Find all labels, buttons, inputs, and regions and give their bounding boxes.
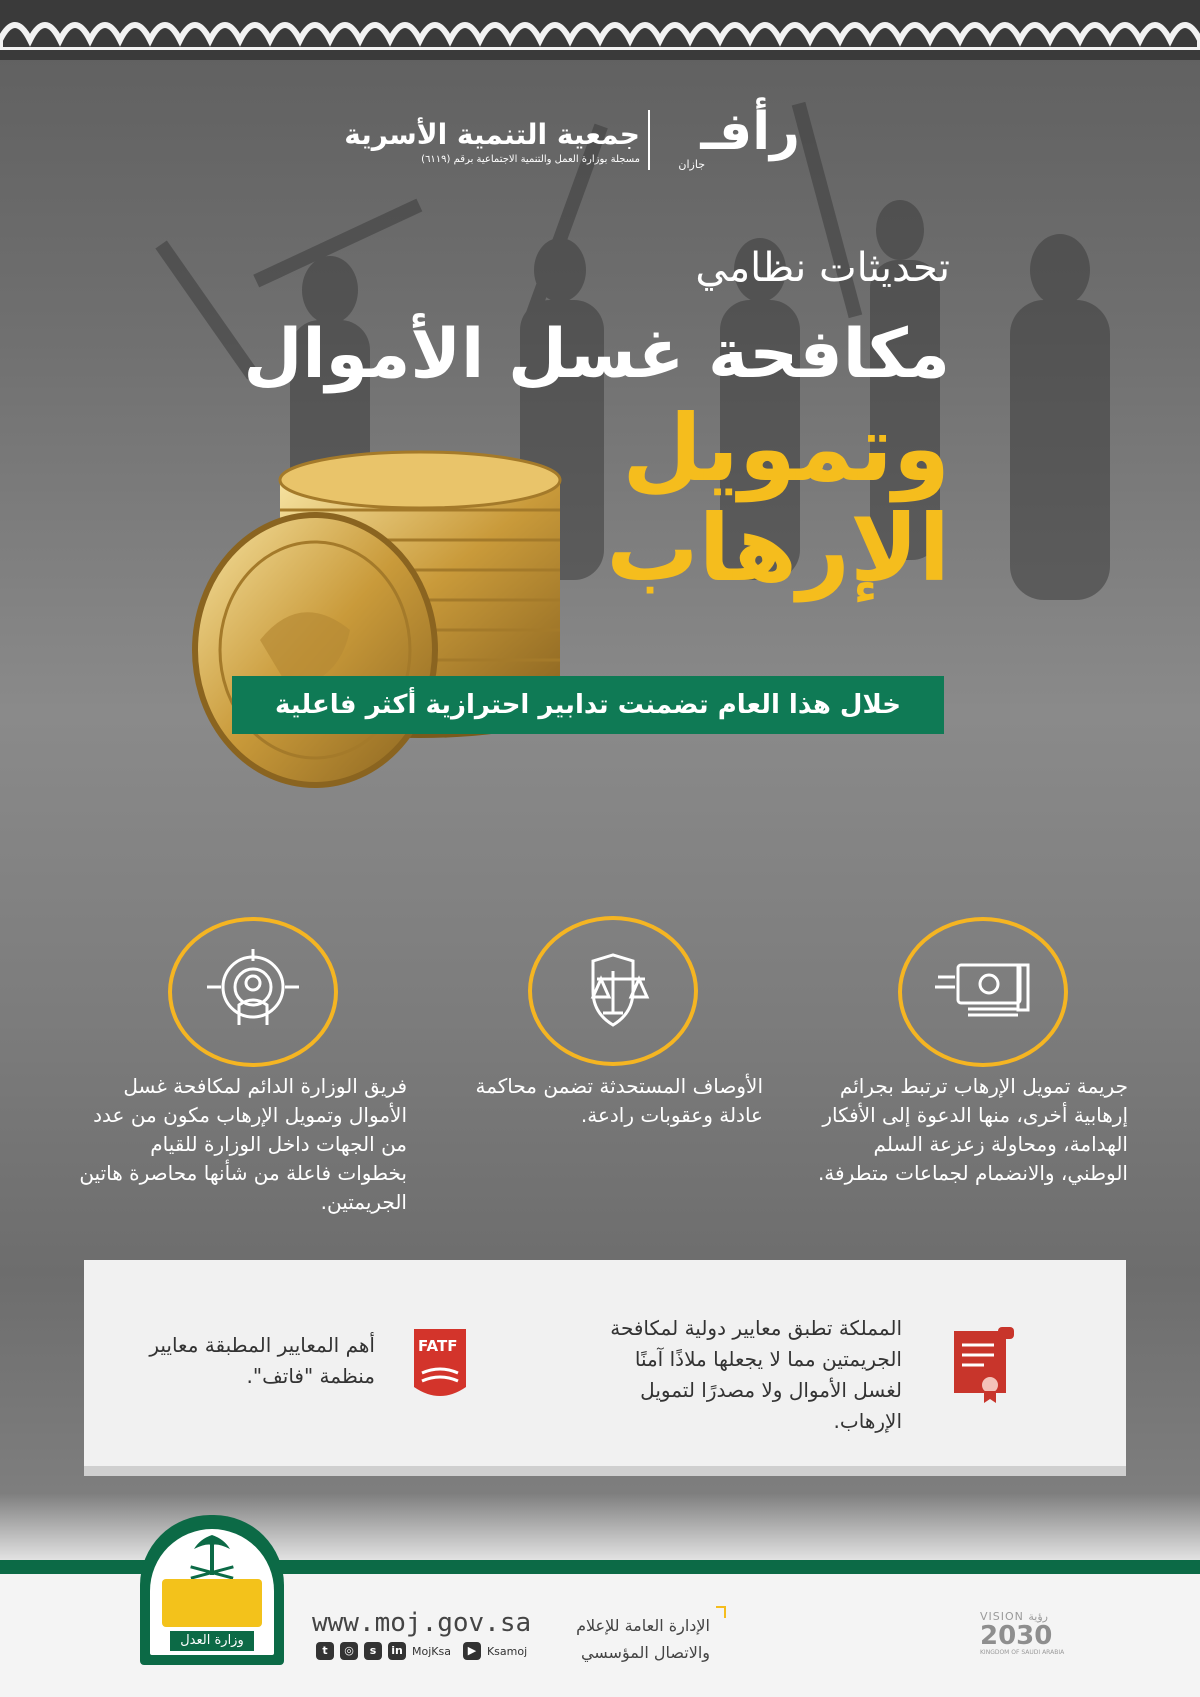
social-links (316, 1642, 533, 1660)
applied-standards-text: أهم المعايير المطبقة معايير منظمة "فاتف". (149, 1333, 375, 1388)
dept-line-2: والاتصال المؤسسي (580, 1643, 710, 1662)
vision-label: VISION رؤية (980, 1610, 1048, 1623)
fatf-label: FATF (418, 1337, 458, 1355)
justice-shield-icon (563, 951, 663, 1031)
money-transfer-icon (933, 957, 1033, 1027)
website-link[interactable]: www.moj.gov.sa (312, 1608, 532, 1638)
title-terrorism: الإرهاب (606, 495, 950, 602)
media-department (560, 1612, 710, 1666)
feature-text-terror-financing: جريمة تمويل الإرهاب ترتبط بجرائم إرهابية أخرى، منها الدعوة إلى الأفكار الهدامة، ومحاولة زعزعة السلم الوطني، والانضمام لجماعات متطرفة. (817, 1074, 1128, 1185)
feature-circle-2 (528, 916, 698, 1066)
handle-mojksa[interactable]: MojKsa (412, 1644, 451, 1658)
brand-name: جمعية التنمية الأسرية (344, 118, 640, 151)
twitter-icon[interactable]: t (316, 1642, 334, 1660)
snapchat-icon[interactable]: s (364, 1642, 382, 1660)
palm-swords-icon (150, 1531, 274, 1581)
vision-year: 2030 (980, 1621, 1053, 1651)
brand-divider (648, 110, 650, 170)
instagram-icon[interactable]: ◎ (340, 1642, 358, 1660)
title-updates: تحديثات نظامي (695, 245, 950, 291)
feature-circle-1 (898, 917, 1068, 1067)
justice-scale-icon (162, 1579, 262, 1627)
target-person-icon (203, 947, 303, 1037)
top-decorative-border (0, 0, 1200, 60)
brand-mark-text: رأفـ (700, 102, 800, 162)
fatf-logo (412, 1327, 468, 1405)
brand-mark-small: جازان (678, 158, 705, 171)
brand-mark (650, 100, 800, 180)
vision-kingdom: KINGDOM OF SAUDI ARABIA (980, 1649, 1065, 1656)
vision-2030-logo (980, 1610, 1070, 1660)
feature-circle-3 (168, 917, 338, 1067)
brand-logo (344, 100, 800, 180)
ministry-of-justice-emblem (140, 1515, 284, 1665)
title-anti-money-laundering: مكافحة غسل الأموال (243, 315, 950, 394)
handle-ksamoj[interactable]: Ksamoj (486, 1644, 528, 1658)
youtube-icon[interactable]: ▶ (463, 1642, 481, 1660)
linkedin-icon[interactable]: in (388, 1642, 406, 1660)
dept-corner-accent (716, 1606, 726, 1618)
feature-text-new-descriptions: الأوصاف المستحدثة تضمن محاكمة عادلة وعقوبات رادعة. (475, 1074, 763, 1127)
brand-subtitle: مسجلة بوزارة العمل والتنمية الاجتماعية برقم (٦١١٩) (421, 154, 640, 165)
dept-line-1: الإدارة العامة للإعلام (576, 1616, 710, 1635)
emblem-inner (150, 1529, 274, 1655)
title-financing: وتمويل (622, 395, 950, 502)
kingdom-standards-text: المملكة تطبق معايير دولية لمكافحة الجريمتين مما لا يجعلها ملاذًا آمنًا لغسل الأموال ولا مصدرًا لتمويل الإرهاب. (610, 1316, 902, 1433)
gold-coins-image (190, 440, 610, 800)
subtitle-banner: خلال هذا العام تضمنت تدابير احترازية أكثر فاعلية (232, 676, 944, 734)
feature-text-ministry-team: فريق الوزارة الدائم لمكافحة غسل الأموال وتمويل الإرهاب مكون من عدد من الجهات داخل الوزارة للقيام بخطوات فاعلة من شأنها محاصرة هاتين الجريمتين. (79, 1074, 407, 1214)
certificate-document-icon (950, 1325, 1020, 1405)
ministry-label: وزارة العدل (170, 1631, 254, 1651)
